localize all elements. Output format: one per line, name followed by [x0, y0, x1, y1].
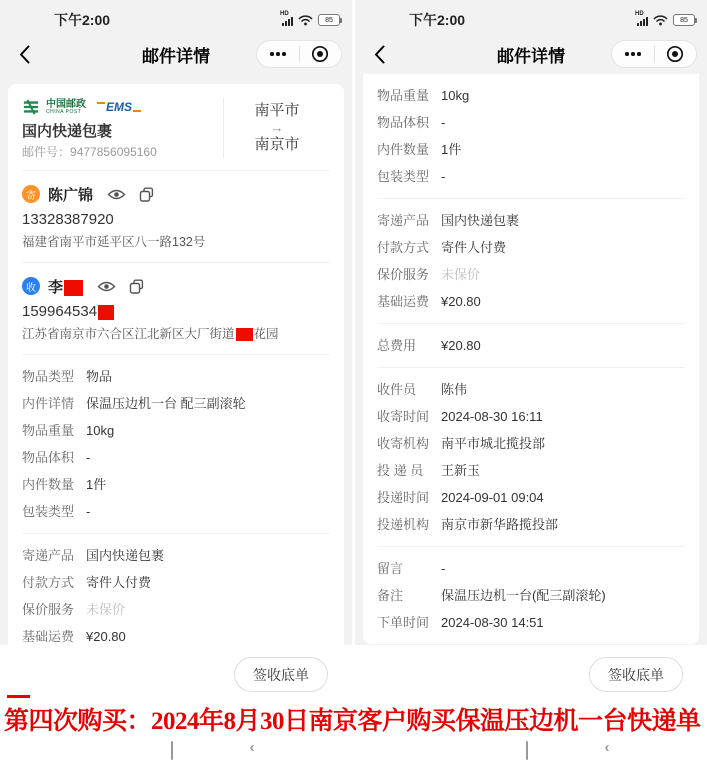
- hd-label: HD: [280, 11, 289, 17]
- row-value: 陈伟: [441, 381, 468, 397]
- annotation-overline: [7, 695, 30, 698]
- row-value: 10kg: [441, 87, 470, 103]
- battery-level: 85: [325, 16, 333, 24]
- ems-logo-icon: [96, 100, 142, 114]
- row-label: 下单时间: [377, 614, 430, 630]
- row-label: 物品重量: [377, 87, 430, 103]
- sender-name: 陈广锦: [48, 186, 94, 204]
- home-icon[interactable]: [171, 742, 173, 760]
- sender-phone: 13328387920: [22, 211, 114, 228]
- row-value: 物品: [86, 368, 113, 384]
- android-back-icon[interactable]: ‹: [249, 739, 255, 756]
- recipient-phone-text: 159964534: [22, 303, 98, 320]
- detail-row: [377, 403, 685, 430]
- status-bar: [0, 0, 352, 34]
- row-label: 物品重量: [22, 422, 75, 438]
- detail-row: [377, 582, 685, 609]
- row-label: 付款方式: [22, 574, 75, 590]
- nav-bar: [0, 34, 352, 74]
- android-back-icon[interactable]: ‹: [604, 739, 610, 756]
- mail-header-left: [22, 96, 223, 160]
- close-minimize-icon[interactable]: [300, 41, 342, 67]
- detail-row: [22, 363, 330, 390]
- more-menu-icon[interactable]: [612, 41, 654, 67]
- mail-number-label: 邮件号：: [22, 145, 71, 159]
- total-fee-group: [377, 324, 685, 368]
- sender-section: [22, 171, 330, 263]
- detail-row: [22, 569, 330, 596]
- item-detail-group: [377, 74, 685, 199]
- status-time: 下午2:00: [54, 12, 111, 28]
- route-column: [224, 96, 330, 160]
- recipient-address: [22, 326, 330, 343]
- copy-icon[interactable]: [139, 187, 154, 202]
- detail-row: [377, 207, 685, 234]
- mail-number-value: 9477856095160: [70, 145, 157, 159]
- mail-number-line: [22, 144, 223, 160]
- row-label: 收件员: [377, 381, 417, 397]
- detail-row: [377, 332, 685, 359]
- status-bar: [355, 0, 707, 34]
- ems-text: EMS: [106, 100, 133, 114]
- miniprogram-capsule: [256, 40, 342, 68]
- row-label: 保价服务: [22, 601, 75, 617]
- status-icons: [635, 11, 695, 26]
- row-value: 保温压边机一台 配三副滚轮: [86, 395, 246, 411]
- payment-group: [22, 534, 330, 658]
- row-value: 1件: [441, 141, 462, 157]
- item-detail-group: [22, 355, 330, 534]
- row-value: 王新玉: [441, 462, 481, 478]
- back-icon[interactable]: [12, 42, 36, 66]
- signal-icon: [280, 11, 293, 26]
- detail-row: [22, 498, 330, 525]
- row-value: 2024-08-30 16:11: [441, 408, 543, 424]
- detail-row: [22, 471, 330, 498]
- nav-bar: [355, 34, 707, 74]
- recipient-actions: [97, 279, 144, 294]
- row-label: 保价服务: [377, 266, 430, 282]
- detail-row: [377, 136, 685, 163]
- ems-bar: [97, 102, 105, 105]
- battery-icon: [318, 14, 340, 26]
- row-value: 国内快递包裹: [86, 547, 165, 563]
- signal-icon: [635, 11, 648, 26]
- china-post-logo-icon: [22, 99, 40, 115]
- close-minimize-icon[interactable]: [655, 41, 697, 67]
- android-nav-bar: [0, 733, 352, 768]
- sender-actions: [107, 187, 154, 202]
- mail-header-section: [22, 84, 330, 171]
- phone-screen-right: [355, 0, 707, 768]
- ems-bar: [133, 110, 141, 113]
- recipient-badge: 收: [22, 277, 40, 295]
- status-icons: [280, 11, 340, 26]
- china-post-en: CHINA POST: [46, 108, 82, 115]
- detail-row: [377, 609, 685, 636]
- row-label: 包装类型: [377, 168, 430, 184]
- row-value: 未保价: [86, 601, 126, 617]
- eye-icon[interactable]: [107, 188, 126, 201]
- detail-row: [377, 288, 685, 315]
- row-value: 2024-08-30 14:51: [441, 614, 544, 630]
- detail-row: [22, 444, 330, 471]
- row-value: 1件: [86, 476, 107, 492]
- row-value: 国内快递包裹: [441, 212, 520, 228]
- bottom-action-bar: [0, 645, 352, 700]
- row-value: 10kg: [86, 422, 115, 438]
- home-icon[interactable]: [526, 742, 528, 760]
- recipient-section: [22, 263, 330, 355]
- row-label: 物品类型: [22, 368, 75, 384]
- detail-row: [22, 417, 330, 444]
- wifi-icon: [653, 14, 668, 26]
- row-label: 物品体积: [22, 449, 75, 465]
- phone-redaction: [98, 305, 114, 320]
- row-label: 基础运费: [22, 628, 75, 644]
- address-redaction: [236, 328, 253, 341]
- battery-level: 85: [680, 16, 688, 24]
- hd-label: HD: [635, 11, 644, 17]
- row-value: 南平市城北揽投部: [441, 435, 546, 451]
- detail-row: [22, 542, 330, 569]
- route-arrow-icon: →: [270, 120, 284, 135]
- detail-row: [377, 376, 685, 403]
- row-label: 投 递 员: [377, 462, 424, 478]
- row-label: 内件数量: [22, 476, 75, 492]
- detail-row: [377, 234, 685, 261]
- product-type: 国内快递包裹: [22, 123, 113, 140]
- destination-city: 南京市: [254, 136, 300, 153]
- miniprogram-capsule: [611, 40, 697, 68]
- row-label: 投递时间: [377, 489, 430, 505]
- eye-icon[interactable]: [97, 280, 116, 293]
- china-post-name: [46, 100, 86, 115]
- sign-receipt-button[interactable]: 签收底单: [234, 657, 328, 692]
- mail-detail-card: [8, 84, 344, 658]
- back-icon[interactable]: [367, 42, 391, 66]
- recipient-name: [48, 276, 83, 297]
- china-post-cn: 中国邮政: [46, 98, 86, 110]
- detail-row: [377, 82, 685, 109]
- row-label: 基础运费: [377, 293, 430, 309]
- row-label: 包装类型: [22, 503, 75, 519]
- wifi-icon: [298, 14, 313, 26]
- brand-row: [22, 96, 223, 118]
- order-info-group: [377, 547, 685, 644]
- row-label: 收寄机构: [377, 435, 430, 451]
- detail-row: [22, 596, 330, 623]
- row-label: 寄递产品: [22, 547, 75, 563]
- logistics-group: [377, 368, 685, 547]
- row-value: 寄件人付费: [86, 574, 152, 590]
- row-label: 内件详情: [22, 395, 75, 411]
- row-label: 内件数量: [377, 141, 430, 157]
- name-redaction: [64, 280, 83, 296]
- more-menu-icon[interactable]: [257, 41, 299, 67]
- row-label: 寄递产品: [377, 212, 430, 228]
- phone-screen-left: [0, 0, 352, 768]
- row-label: 总费用: [377, 337, 417, 353]
- copy-icon[interactable]: [129, 279, 144, 294]
- row-label: 投递机构: [377, 516, 430, 532]
- row-value: ¥20.80: [441, 293, 481, 309]
- detail-row: [377, 261, 685, 288]
- row-value: 保温压边机一台(配三副滚轮): [441, 587, 606, 603]
- page-title: 邮件详情: [142, 46, 210, 66]
- sender-top-row: [22, 183, 330, 205]
- row-value: -: [441, 560, 446, 576]
- battery-icon: [673, 14, 695, 26]
- recipient-top-row: [22, 275, 330, 297]
- row-label: 付款方式: [377, 239, 430, 255]
- row-value: -: [441, 168, 446, 184]
- android-nav-bar: [355, 733, 707, 768]
- row-value: 2024-09-01 09:04: [441, 489, 544, 505]
- purchase-annotation: 第四次购买：2024年8月30日南京客户购买保温压边机一台快递单: [4, 708, 701, 735]
- bottom-action-bar: [355, 645, 707, 700]
- row-value: 寄件人付费: [441, 239, 507, 255]
- row-value: ¥20.80: [86, 628, 126, 644]
- row-value: ¥20.80: [441, 337, 481, 353]
- mail-detail-card-scrolled: [363, 74, 699, 644]
- row-label: 收寄时间: [377, 408, 430, 424]
- origin-city: 南平市: [254, 102, 300, 119]
- recipient-address-prefix: 江苏省南京市六合区江北新区大厂街道: [22, 327, 235, 341]
- row-value: -: [86, 449, 91, 465]
- detail-row: [22, 390, 330, 417]
- recipient-name-text: 李: [48, 278, 64, 296]
- payment-group: [377, 199, 685, 324]
- detail-row: [377, 555, 685, 582]
- detail-row: [377, 484, 685, 511]
- sender-address: 福建省南平市延平区八一路132号: [22, 235, 206, 249]
- row-label: 物品体积: [377, 114, 430, 130]
- row-label: 留言: [377, 560, 404, 576]
- detail-row: [377, 430, 685, 457]
- sender-badge: 寄: [22, 185, 40, 203]
- detail-row: [377, 109, 685, 136]
- detail-row: [377, 163, 685, 190]
- detail-row: [377, 457, 685, 484]
- row-value: 未保价: [441, 266, 481, 282]
- row-value: -: [441, 114, 446, 130]
- row-value: -: [86, 503, 91, 519]
- recipient-phone: [22, 302, 330, 322]
- sign-receipt-button[interactable]: 签收底单: [589, 657, 683, 692]
- row-value: 南京市新华路揽投部: [441, 516, 559, 532]
- row-label: 备注: [377, 587, 404, 603]
- status-time: 下午2:00: [409, 12, 466, 28]
- recipient-address-suffix: 花园: [253, 327, 279, 341]
- detail-row: [377, 511, 685, 538]
- page-title: 邮件详情: [497, 46, 565, 66]
